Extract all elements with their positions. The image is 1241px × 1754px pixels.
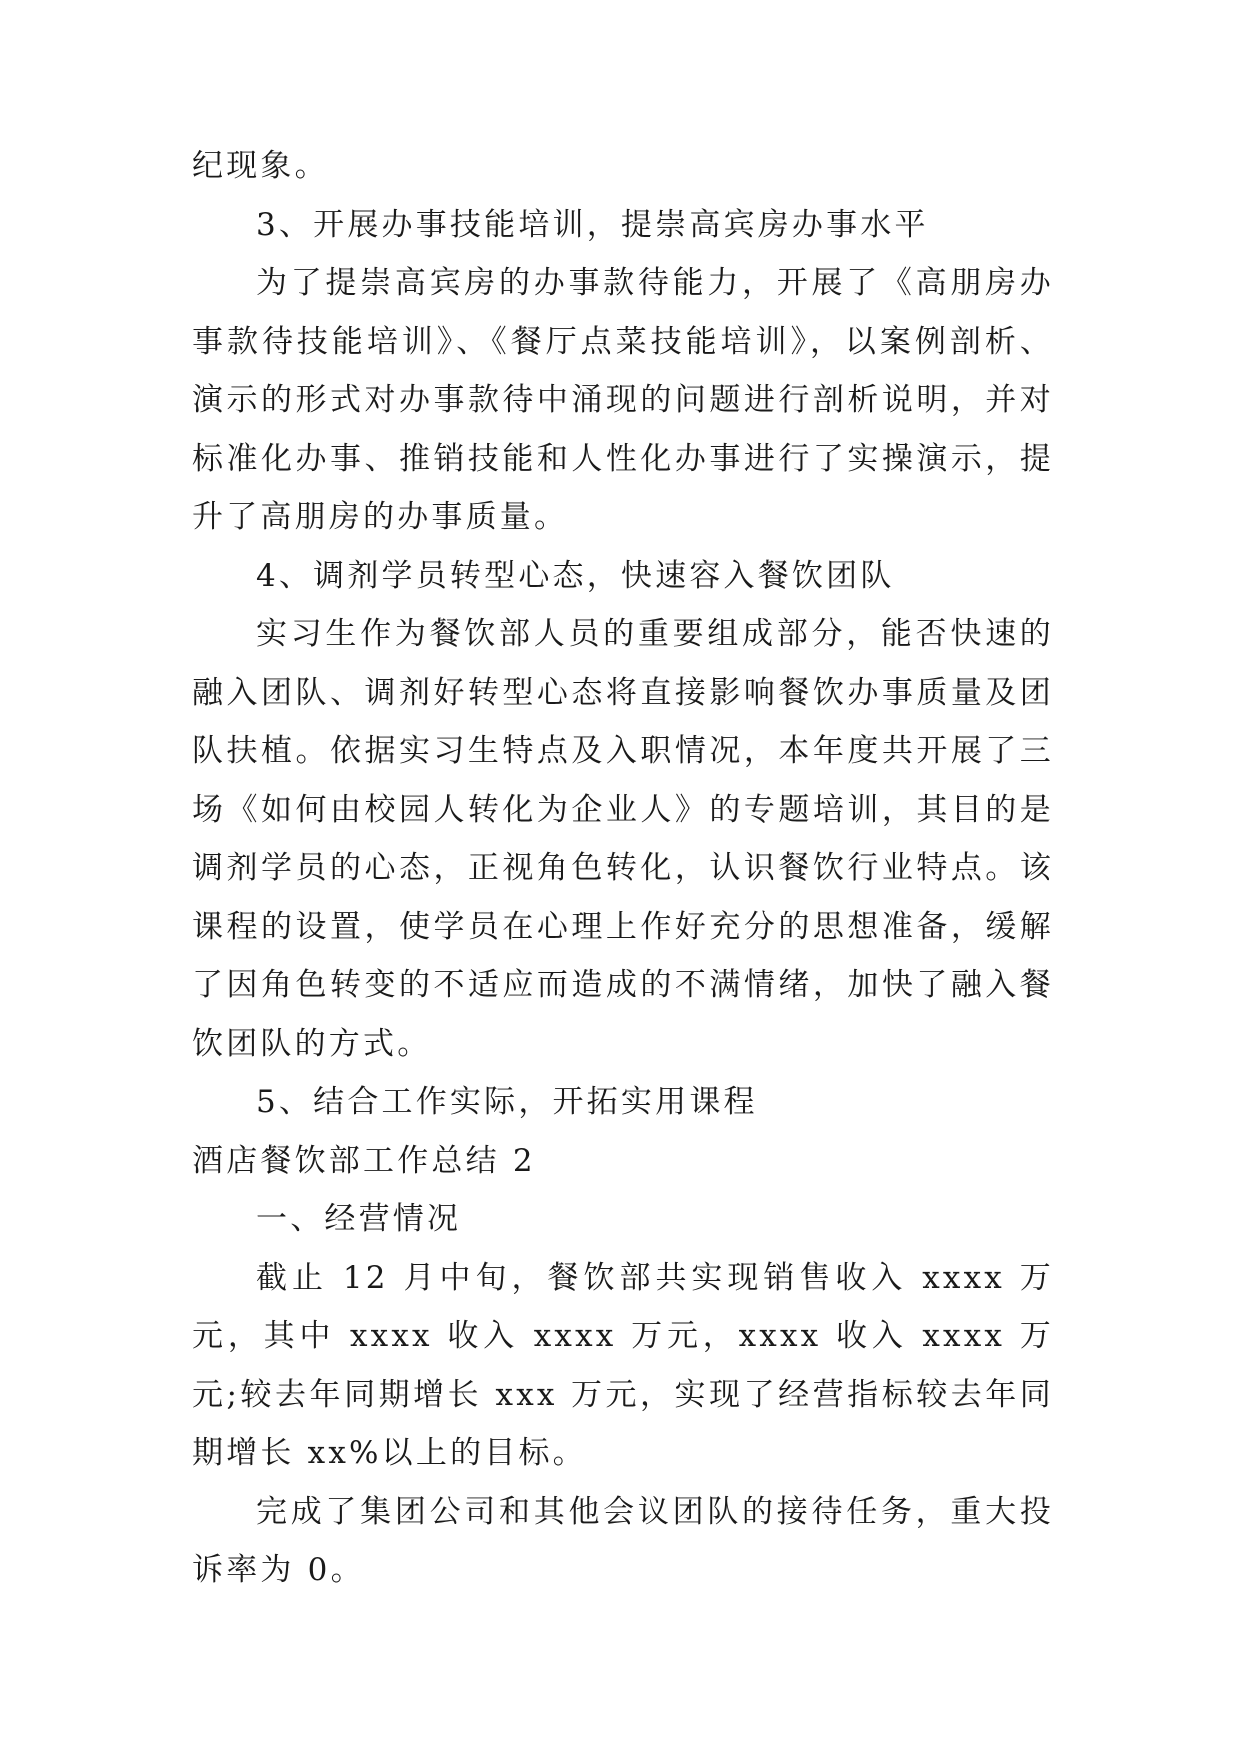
section-heading: 一、经营情况 bbox=[256, 1201, 462, 1237]
section-heading: 5、结合工作实际，开拓实用课程 bbox=[256, 1084, 758, 1120]
paragraph: 为了提崇高宾房的办事款待能力，开展了《高朋房办事款待技能培训》、《餐厅点菜技能培训》，以案例剖析、演示的形式对办事款待中涌现的问题进行剖析说明，并对标准化办事、推销技能和人性化办事进行了实操演示，提升了高朋房的办事质量。 bbox=[192, 265, 1054, 535]
document-title: 酒店餐饮部工作总结 2 bbox=[192, 1142, 536, 1179]
section-heading: 3、开展办事技能培训，提崇高宾房办事水平 bbox=[256, 206, 929, 243]
paragraph: 截止 12 月中旬，餐饮部共实现销售收入 xxxx 万元，其中 xxxx 收入 xxxx 万元，xxxx 收入 xxxx 万元;较去年同期增长 xxx 万元，实现了经营指标较去年同期增长 xx%以上的目标。 bbox=[192, 1259, 1054, 1471]
paragraph: 实习生作为餐饮部人员的重要组成部分，能否快速的融入团队、调剂好转型心态将直接影响餐饮办事质量及团队扶植。依据实习生特点及入职情况，本年度共开展了三场《如何由校园人转化为企业人》的专题培训，其目的是调剂学员的心态，正视角色转化，认识餐饮行业特点。该课程的设置，使学员在心理上作好充分的思想准备，缓解了因角色转变的不适应而造成的不满情绪，加快了融入餐饮团队的方式。 bbox=[192, 616, 1054, 1062]
section-heading: 4、调剂学员转型心态，快速容入餐饮团队 bbox=[256, 557, 895, 594]
paragraph: 纪现象。 bbox=[192, 148, 329, 184]
paragraph: 完成了集团公司和其他会议团队的接待任务，重大投诉率为 0。 bbox=[192, 1493, 1054, 1588]
document-body bbox=[192, 137, 1054, 1600]
